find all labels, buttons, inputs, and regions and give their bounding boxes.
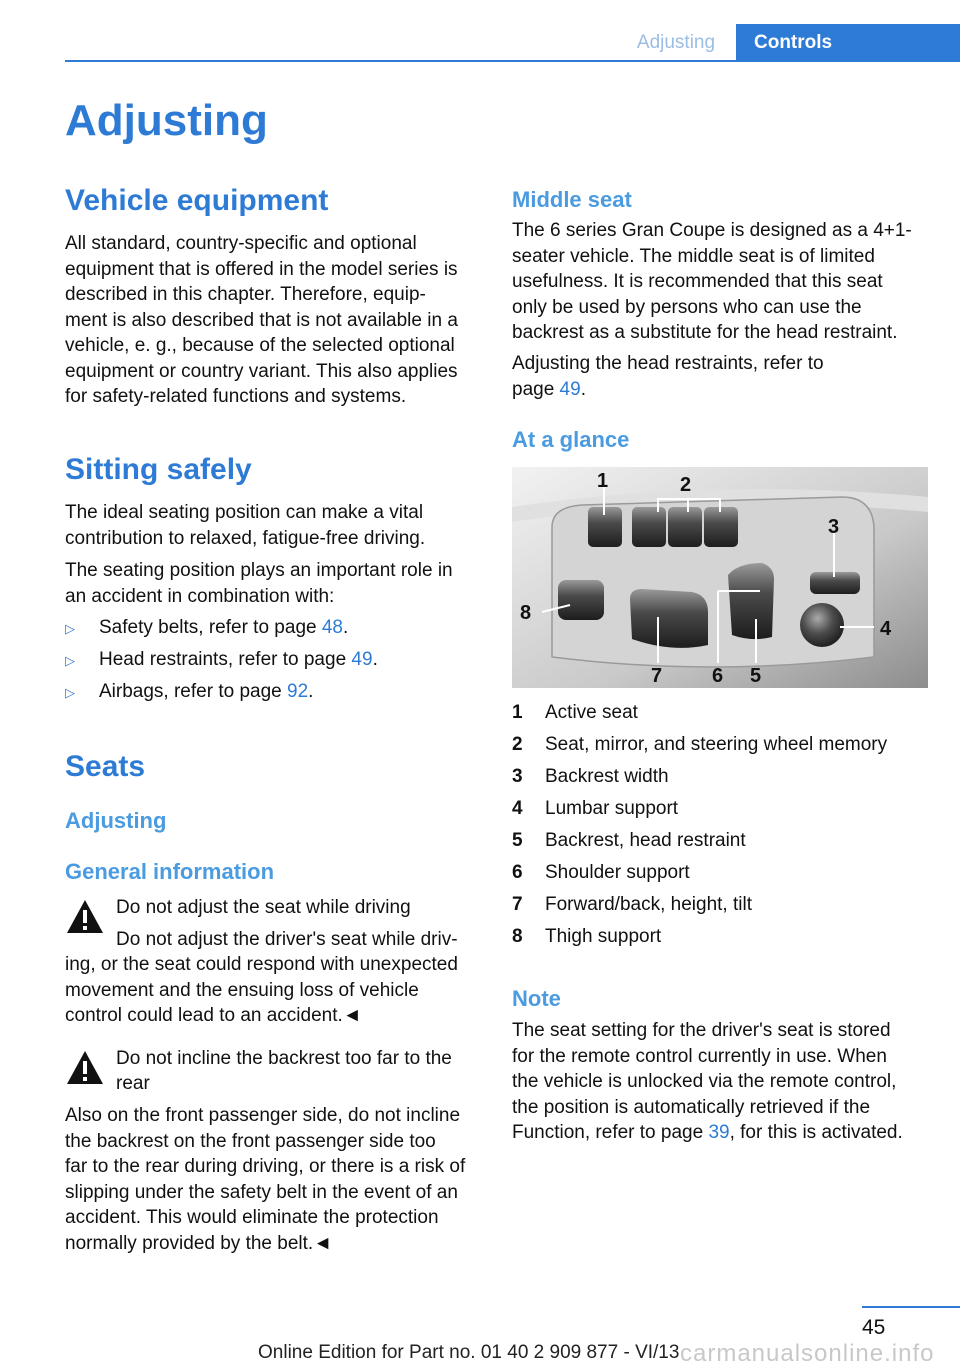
page-link[interactable]: 92: [287, 681, 309, 702]
warning2-title-line2: rear: [116, 1073, 150, 1094]
text-line: an accident in combination with:: [65, 585, 335, 607]
sitting-safely-text2: [65, 558, 485, 609]
callout-label: 3: [828, 516, 840, 538]
footer-rule: [862, 1306, 960, 1308]
vehicle-equipment-heading: Vehicle equipment: [65, 184, 329, 217]
page-link[interactable]: 39: [708, 1122, 730, 1143]
at-a-glance-heading: At a glance: [512, 427, 630, 452]
legend: [512, 700, 942, 956]
adjusting-subheading: Adjusting: [65, 808, 167, 833]
legend-number: 2: [512, 734, 523, 755]
text-prefix: Function, refer to page: [512, 1122, 709, 1143]
text-line: accident. This would eliminate the protection: [65, 1207, 439, 1228]
callout-label: 7: [651, 665, 663, 687]
general-info-subheading: General information: [65, 859, 275, 884]
page-number: 45: [862, 1316, 886, 1339]
text-line: the position is automatically retrieved if the: [512, 1096, 871, 1118]
text-line: ing, or the seat could respond with unexpected: [65, 954, 458, 975]
warning2-title-line1: Do not incline the backrest too far to the: [116, 1048, 452, 1069]
middle-seat-heading: Middle seat: [512, 187, 632, 212]
text-line: equipment or country variant. This also applies: [65, 360, 458, 382]
triangle-bullet-icon: ▷: [65, 685, 75, 700]
text-line: The 6 series Gran Coupe is designed as a 4+1-: [512, 220, 912, 241]
list-item: [512, 828, 942, 860]
legend-number: 7: [512, 894, 523, 915]
legend-label: Active seat: [545, 702, 638, 723]
warning1-title: Do not adjust the seat while driving: [116, 897, 411, 918]
text-line: Also on the front passenger side, do not incline: [65, 1105, 461, 1126]
text-line: backrest as a substitute for the head restraint.: [512, 322, 898, 343]
bullet-text: Head restraints, refer to page: [99, 649, 352, 670]
text-line: slipping under the safety belt in the event of an: [65, 1181, 458, 1203]
text-line: far to the rear during driving, or there is a risk of: [65, 1156, 466, 1177]
watermark: carmanualsonline.info: [680, 1340, 935, 1367]
callout-label: 4: [880, 618, 892, 640]
sitting-safely-heading: Sitting safely: [65, 453, 252, 486]
list-item: [512, 796, 942, 828]
warning1-body: [65, 952, 485, 1029]
legend-label: Lumbar support: [545, 798, 679, 819]
text-line: equipment that is offered in the model series is: [65, 258, 458, 280]
text-line: movement and the ensuing loss of vehicle: [65, 979, 419, 1001]
legend-number: 5: [512, 830, 523, 851]
text-line: ment is also described that is not available in a: [65, 309, 458, 331]
text-line: vehicle, e. g., because of the selected optional: [65, 335, 455, 356]
sitting-safely-text1: [65, 500, 485, 551]
legend-number: 8: [512, 926, 523, 947]
list-item: ▷ Airbags, refer to page 92.: [65, 679, 485, 711]
callout-label: 1: [597, 470, 609, 492]
list-item: [512, 860, 942, 892]
callout-label: 2: [680, 474, 692, 496]
legend-number: 1: [512, 702, 523, 723]
text-line: the vehicle is unlocked via the remote control,: [512, 1071, 897, 1092]
note-text: The seat setting for the driver's seat is stored for the remote control currently in use. When the vehicle is unlocked via the remote control, the position is automatically retrieved if the Function, refer to page 39, for this is activated.: [512, 1018, 942, 1146]
legend-label: Backrest, head restraint: [545, 830, 746, 851]
legend-label: Backrest width: [545, 766, 669, 787]
warning-triangle-icon: [65, 897, 105, 937]
page-link[interactable]: 49: [351, 649, 373, 670]
edition-footer: Online Edition for Part no. 01 40 2 909 877 - VI/13: [258, 1342, 680, 1363]
vehicle-equipment-text: [65, 231, 485, 410]
note-heading: Note: [512, 986, 561, 1011]
text-prefix: page: [512, 378, 560, 400]
text-line: described in this chapter. Therefore, equip‐: [65, 284, 426, 305]
text-line: normally provided by the belt.◄: [65, 1232, 332, 1254]
list-item: [512, 924, 942, 956]
text-line: The seat setting for the driver's seat is stored: [512, 1020, 891, 1041]
list-item: ▷ Safety belts, refer to page 48.: [65, 615, 485, 647]
seats-heading: Seats: [65, 750, 146, 783]
triangle-bullet-icon: ▷: [65, 621, 75, 636]
callout-label: 5: [750, 665, 762, 687]
legend-number: 3: [512, 766, 523, 787]
text-line: only be used by persons who can use the: [512, 296, 862, 318]
legend-label: Forward/back, height, tilt: [545, 894, 752, 915]
bullet-text: Safety belts, refer to page: [99, 617, 322, 638]
text-line: contribution to relaxed, fatigue-free driving.: [65, 527, 426, 549]
text-line: for safety-related functions and systems.: [65, 386, 407, 407]
text-line: seater vehicle. The middle seat is of limited: [512, 245, 875, 267]
triangle-bullet-icon: ▷: [65, 653, 75, 668]
legend-number: 6: [512, 862, 523, 883]
list-item: [512, 764, 942, 796]
bullet-text: Airbags, refer to page: [99, 681, 287, 702]
page-link[interactable]: 48: [321, 617, 343, 638]
tab-adjusting[interactable]: Adjusting: [636, 32, 716, 53]
sitting-safely-bullets: [65, 615, 485, 711]
text-line: Adjusting the head restraints, refer to: [512, 353, 824, 374]
list-item: [512, 732, 942, 764]
legend-label: Thigh support: [545, 926, 662, 947]
legend-number: 4: [512, 798, 523, 819]
tab-controls[interactable]: Controls: [736, 24, 960, 62]
text-line: control could lead to an accident.◄: [65, 1005, 362, 1026]
text-line: The seating position plays an important role in: [65, 560, 453, 581]
callout-label: 8: [520, 602, 532, 624]
list-item: ▷ Head restraints, refer to page 49.: [65, 647, 485, 679]
text-line: The ideal seating position can make a vital: [65, 502, 424, 523]
page-link[interactable]: 49: [559, 378, 581, 400]
text-line: the backrest on the front passenger side too: [65, 1130, 436, 1152]
warning1-first-line: Do not adjust the driver's seat while driv‐: [116, 929, 458, 950]
list-item: [512, 892, 942, 924]
legend-label: Shoulder support: [545, 862, 690, 883]
warning-triangle-icon: [65, 1048, 105, 1088]
list-item: [512, 700, 942, 732]
head-restraints-ref: Adjusting the head restraints, refer to page 49.: [512, 351, 942, 402]
legend-label: Seat, mirror, and steering wheel memory: [545, 734, 888, 755]
text-line: All standard, country-specific and optional: [65, 233, 417, 254]
text-line: for the remote control currently in use. When: [512, 1045, 887, 1067]
warning2-body: [65, 1103, 485, 1256]
middle-seat-text: [512, 218, 942, 346]
page-title: Adjusting: [65, 96, 268, 145]
text-line: usefulness. It is recommended that this seat: [512, 271, 883, 292]
seat-controls-photo: [512, 467, 928, 688]
callout-label: 6: [712, 665, 724, 687]
